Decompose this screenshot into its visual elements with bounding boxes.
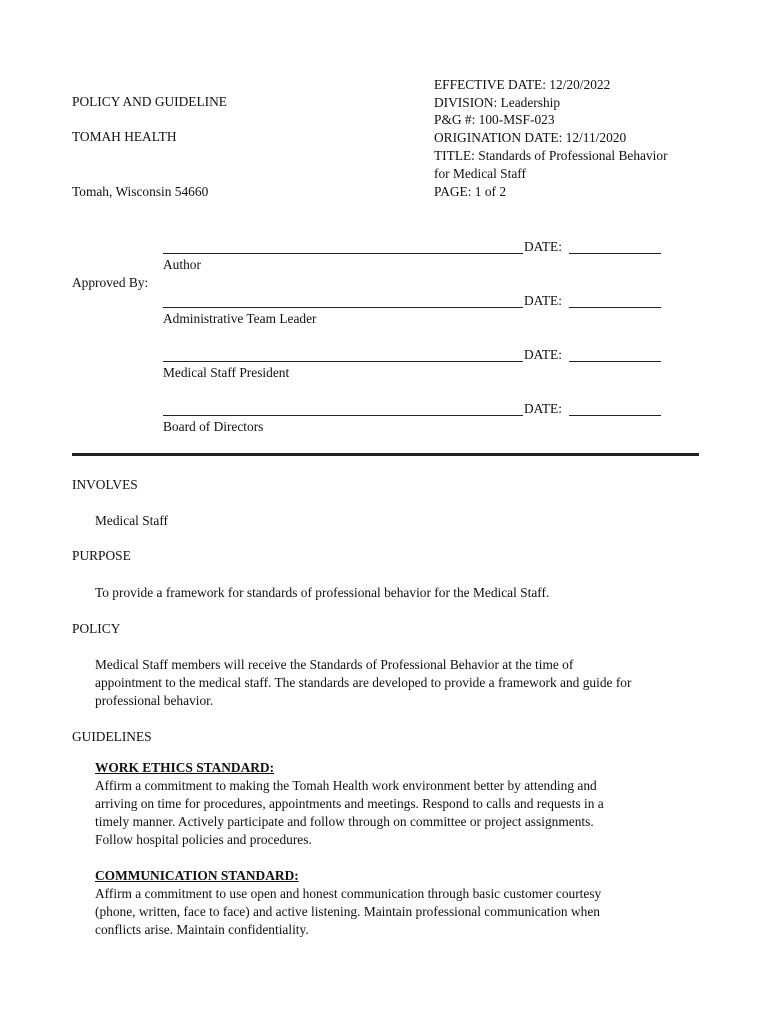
signature-line-admin-team-leader bbox=[163, 307, 523, 308]
document-title-line1: TITLE: Standards of Professional Behavior bbox=[434, 148, 668, 163]
signer-label-admin-team-leader: Administrative Team Leader bbox=[163, 311, 317, 326]
work-ethics-standard-title: WORK ETHICS STANDARD: bbox=[95, 760, 275, 775]
work-ethics-line: Affirm a commitment to making the Tomah Health work environment better by attending and bbox=[95, 778, 597, 793]
date-line-admin-team-leader bbox=[569, 307, 661, 308]
signature-line-author bbox=[163, 253, 523, 254]
signer-label-medical-staff-president: Medical Staff President bbox=[163, 365, 290, 380]
work-ethics-line: arriving on time for procedures, appointments and meetings. Respond to calls and requests in a bbox=[95, 796, 604, 811]
guidelines-heading: GUIDELINES bbox=[72, 729, 152, 744]
work-ethics-line: timely manner. Actively participate and follow through on committee or project assignments. bbox=[95, 814, 594, 829]
policy-line: professional behavior. bbox=[95, 693, 214, 708]
communication-line: conflicts arise. Maintain confidentiality. bbox=[95, 922, 309, 937]
date-line-board-of-directors bbox=[569, 415, 661, 416]
division: DIVISION: Leadership bbox=[434, 95, 561, 110]
involves-heading: INVOLVES bbox=[72, 477, 138, 492]
approved-by-label: Approved By: bbox=[72, 275, 149, 290]
date-line-medical-staff-president bbox=[569, 361, 661, 362]
date-label: DATE: bbox=[524, 401, 562, 416]
work-ethics-line: Follow hospital policies and procedures. bbox=[95, 832, 312, 847]
policy-line: appointment to the medical staff. The standards are developed to provide a framework and guide for bbox=[95, 675, 632, 690]
signature-line-medical-staff-president bbox=[163, 361, 523, 362]
doc-type: POLICY AND GUIDELINE bbox=[72, 94, 227, 109]
page-number: PAGE: 1 of 2 bbox=[434, 184, 507, 199]
document-title-line2: for Medical Staff bbox=[434, 166, 526, 181]
organization-location: Tomah, Wisconsin 54660 bbox=[72, 184, 209, 199]
date-label: DATE: bbox=[524, 293, 562, 308]
date-line-author bbox=[569, 253, 661, 254]
signature-line-board-of-directors bbox=[163, 415, 523, 416]
signer-label-board-of-directors: Board of Directors bbox=[163, 419, 264, 434]
purpose-heading: PURPOSE bbox=[72, 548, 131, 563]
involves-body: Medical Staff bbox=[95, 513, 169, 528]
date-label: DATE: bbox=[524, 347, 562, 362]
policy-heading: POLICY bbox=[72, 621, 121, 636]
signer-label-author: Author bbox=[163, 257, 201, 272]
effective-date: EFFECTIVE DATE: 12/20/2022 bbox=[434, 77, 611, 92]
communication-standard-title: COMMUNICATION STANDARD: bbox=[95, 868, 299, 883]
organization-name: TOMAH HEALTH bbox=[72, 129, 177, 144]
communication-line: (phone, written, face to face) and active listening. Maintain professional communication when bbox=[95, 904, 600, 919]
section-divider bbox=[72, 453, 699, 456]
communication-line: Affirm a commitment to use open and honest communication through basic customer courtesy bbox=[95, 886, 602, 901]
purpose-body: To provide a framework for standards of professional behavior for the Medical Staff. bbox=[95, 585, 550, 600]
origination-date: ORIGINATION DATE: 12/11/2020 bbox=[434, 130, 627, 145]
policy-line: Medical Staff members will receive the Standards of Professional Behavior at the time of bbox=[95, 657, 574, 672]
date-label: DATE: bbox=[524, 239, 562, 254]
pg-number: P&G #: 100-MSF-023 bbox=[434, 112, 555, 127]
